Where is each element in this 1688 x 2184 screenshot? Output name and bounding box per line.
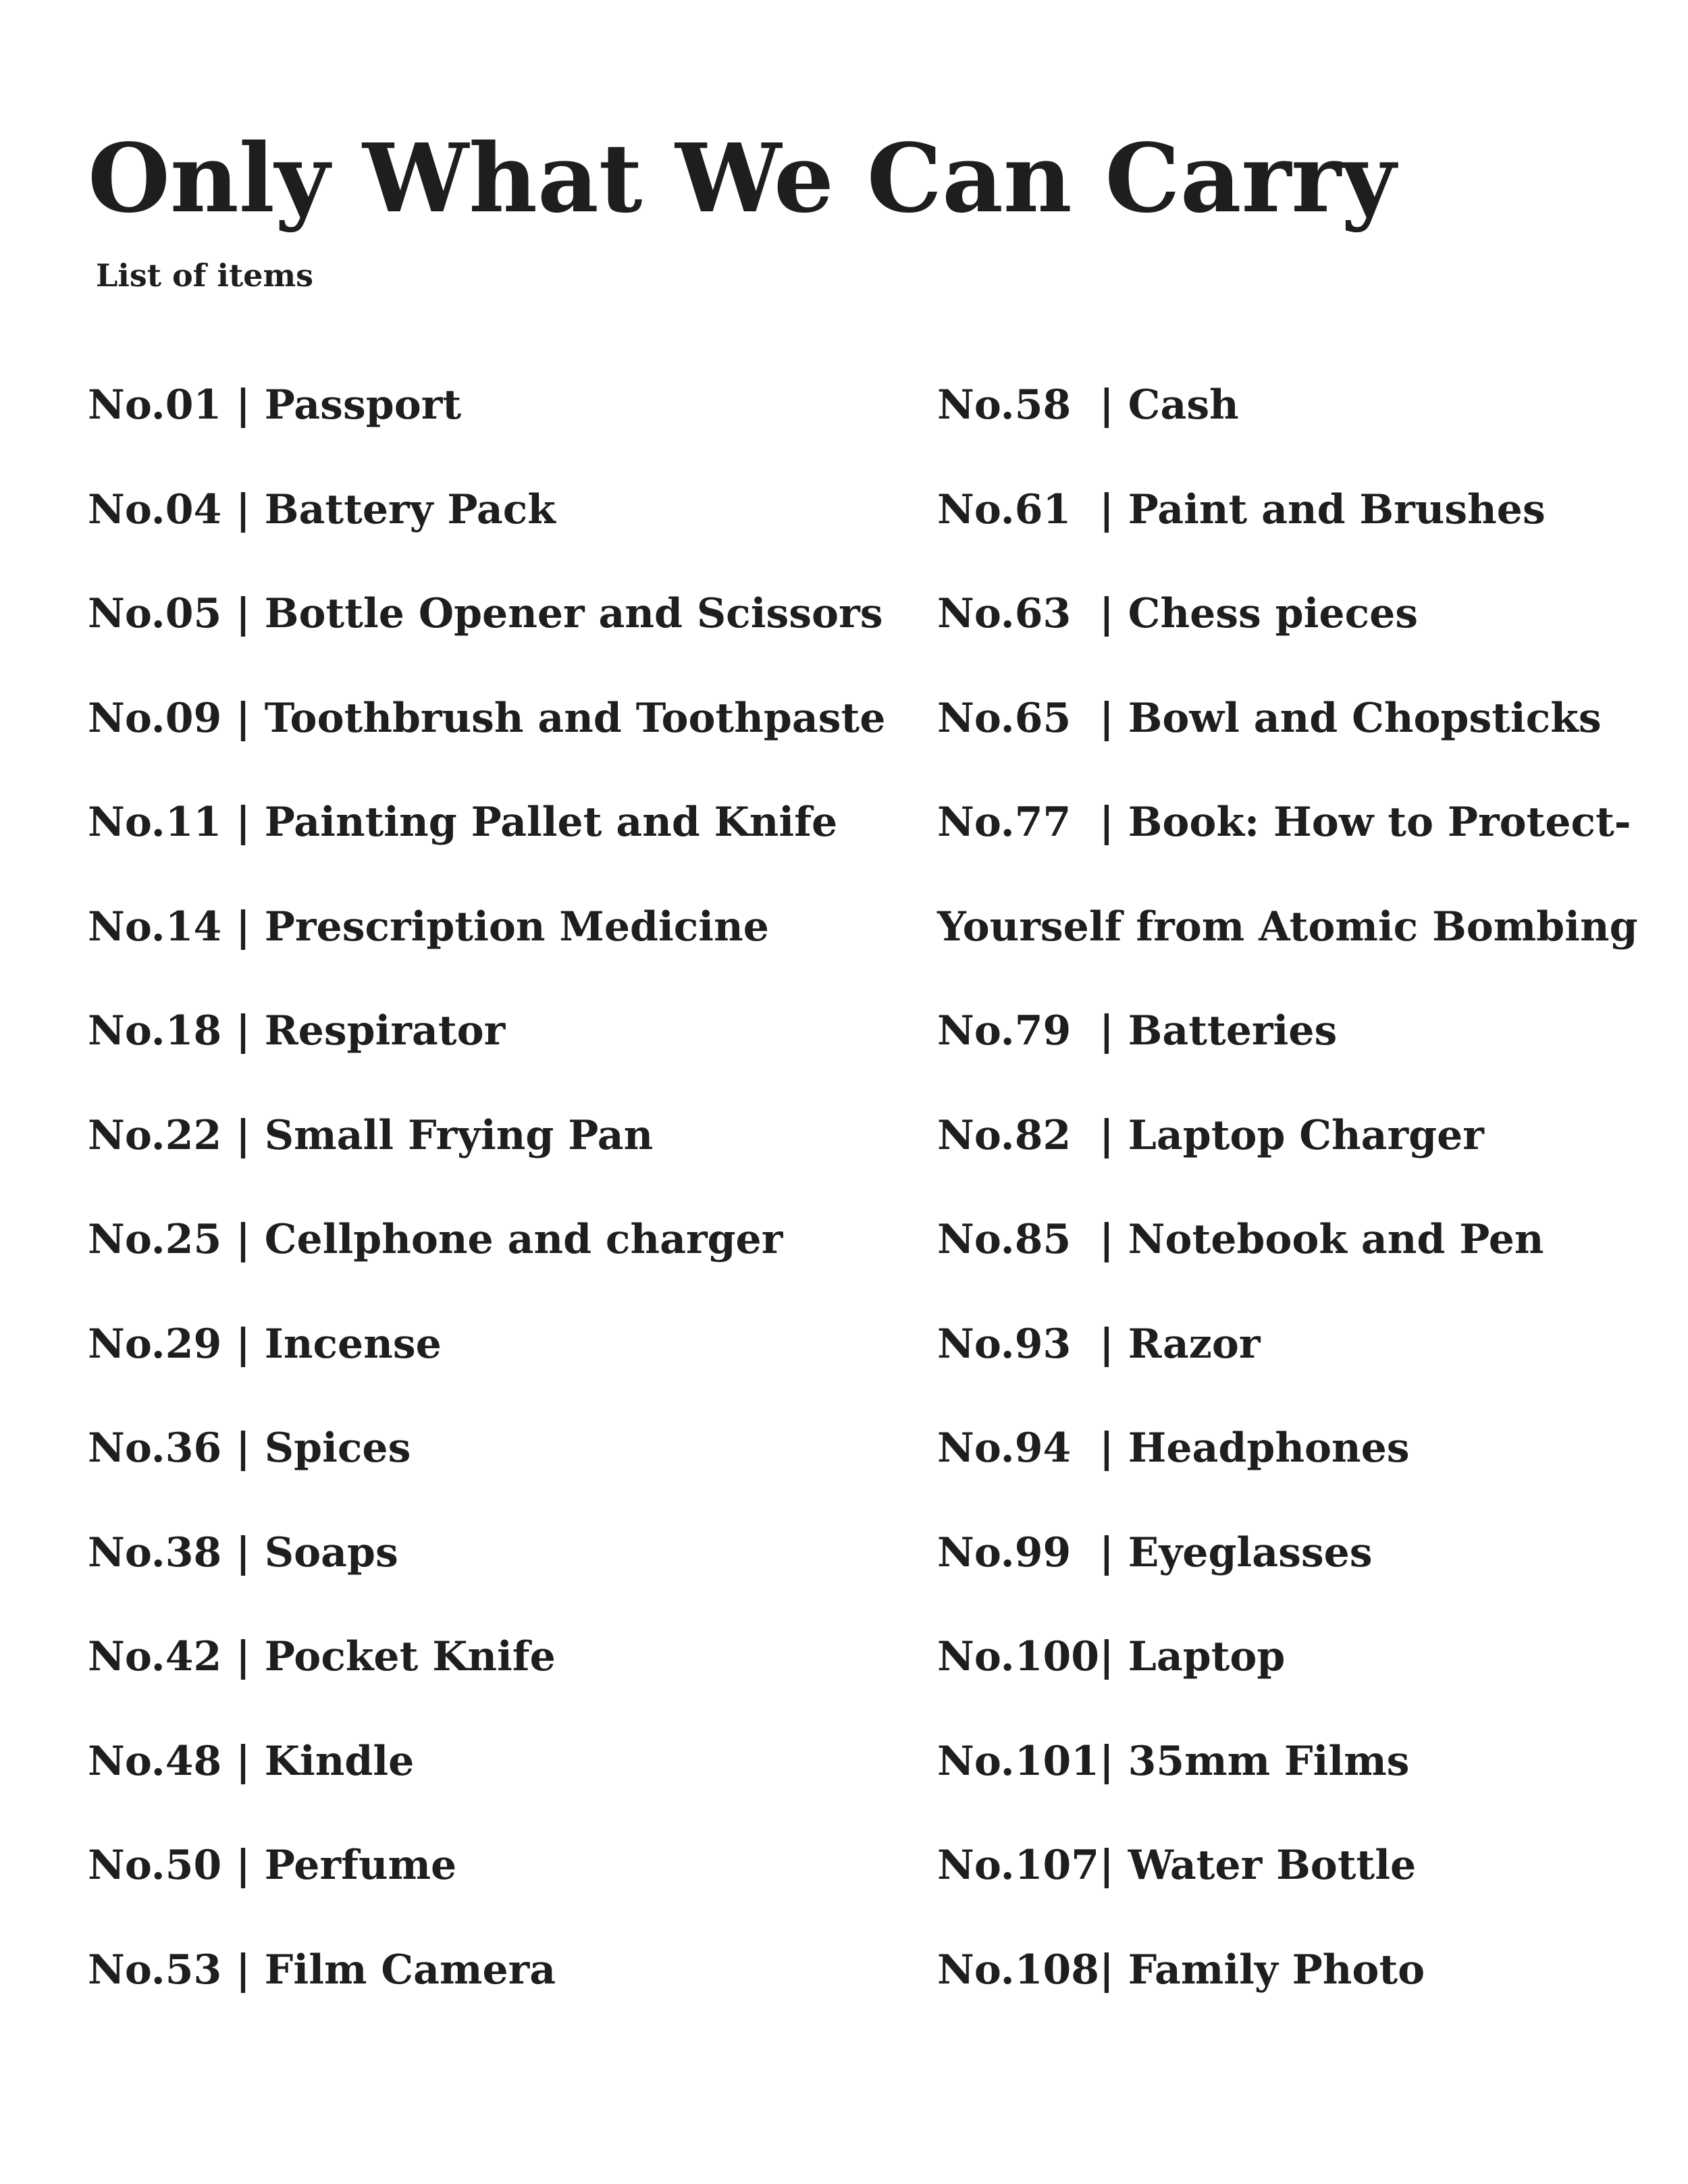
list-item: No.29 | Incense [88,1320,442,1368]
list-item: No.58 | Cash [937,381,1239,429]
list-item: No.09 | Toothbrush and Toothpaste [88,694,886,742]
list-item: No.50 | Perfume [88,1842,457,1889]
list-item: No.05 | Bottle Opener and Scissors [88,590,883,637]
list-item: No.65 | Bowl and Chopsticks [937,694,1602,742]
list-item: No.101| 35mm Films [937,1737,1410,1785]
items-column-left [88,378,885,2047]
list-item: No.93 | Razor [937,1320,1261,1368]
list-item: No.108| Family Photo [937,1946,1425,1994]
page-subtitle: List of items [96,257,314,294]
list-item: No.36 | Spices [88,1424,411,1472]
list-item: No.85 | Notebook and Pen [937,1216,1544,1263]
list-item: No.42 | Pocket Knife [88,1633,556,1680]
list-item: No.11 | Painting Pallet and Knife [88,799,838,846]
list-item: No.100| Laptop [937,1633,1286,1680]
list-item: No.61 | Paint and Brushes [937,485,1546,533]
list-item: No.14 | Prescription Medicine [88,903,769,951]
list-item: No.107| Water Bottle [937,1842,1417,1889]
list-item: No.18 | Respirator [88,1007,506,1055]
list-item: No.04 | Battery Pack [88,485,556,533]
list-item: No.77 | Book: How to Protect- [937,799,1631,846]
list-item-continuation: Yourself from Atomic Bombing [937,903,1638,951]
list-item: No.22 | Small Frying Pan [88,1111,654,1159]
list-item: No.48 | Kindle [88,1737,415,1785]
list-item: No.01 | Passport [88,381,462,429]
list-item: No.79 | Batteries [937,1007,1338,1055]
page-title: Only What We Can Carry [88,124,1396,234]
list-item: No.53 | Film Camera [88,1946,556,1994]
list-item: No.82 | Laptop Charger [937,1111,1484,1159]
list-item: No.25 | Cellphone and charger [88,1216,783,1263]
items-column-right [937,378,1638,2047]
list-item: No.94 | Headphones [937,1424,1410,1472]
list-item: No.38 | Soaps [88,1528,398,1576]
list-item: No.99 | Eyeglasses [937,1528,1373,1576]
list-item: No.63 | Chess pieces [937,590,1419,637]
